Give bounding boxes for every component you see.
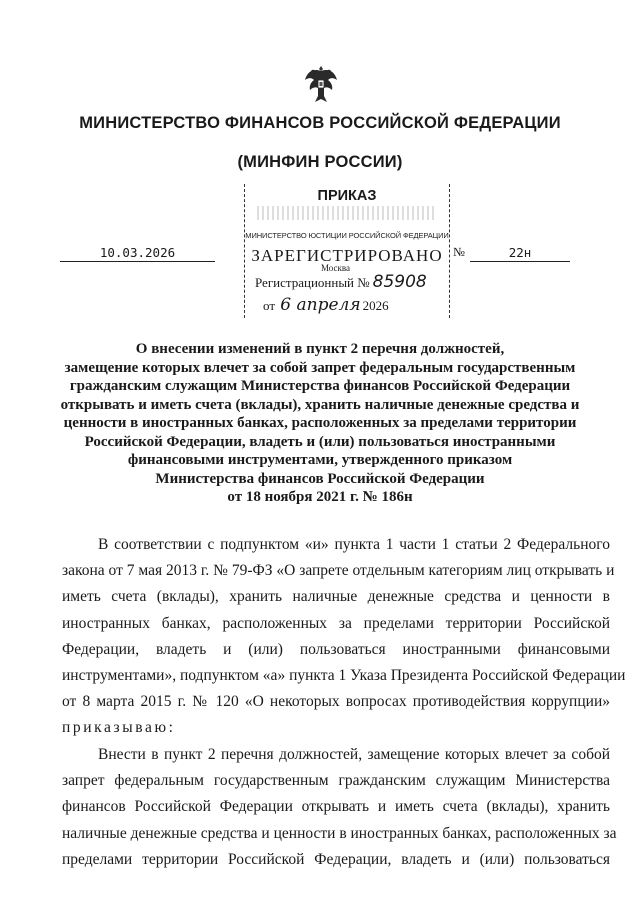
body-line: запрет федеральным государственным гражданским служащим Министерства — [62, 772, 610, 790]
registration-stamp — [244, 184, 450, 318]
title-line: О внесении изменений в пункт 2 перечня должностей, — [135, 341, 505, 357]
doc-type-label: ПРИКАЗ — [317, 188, 377, 204]
order-word: приказываю: — [62, 719, 176, 737]
body-line: иметь счета (вклады), хранить наличные денежные средства и ценности в — [62, 588, 610, 606]
title-line: открывать и иметь счета (вклады), хранить наличные денежные средства и — [60, 396, 580, 413]
title-line: Министерства финансов Российской Федерации — [155, 470, 485, 487]
body-line: инструментами», подпунктом «а» пункта 1 Указа Президента Российской Федерации — [62, 666, 626, 684]
preamble-paragraph — [62, 532, 626, 742]
from-label: от — [263, 298, 276, 313]
body-line: закона от 7 мая 2013 г. № 79-ФЗ «О запрете отдельным категориям лиц открывать и — [62, 562, 615, 580]
body-line: Внести в пункт 2 перечня должностей, замещение которых влечет за собой — [98, 746, 610, 763]
registered-label: ЗАРЕГИСТРИРОВАНО — [251, 246, 443, 265]
reg-date-value: 6 апреля — [280, 295, 361, 315]
reg-number-value: 85908 — [372, 272, 427, 292]
order-date: 10.03.2026 — [60, 245, 215, 262]
stamp-smudge — [257, 206, 437, 220]
body-line: В соответствии с подпунктом «и» пункта 1 части 1 статьи 2 Федерального — [98, 536, 610, 553]
body-line: Федерации, владеть и (или) пользоваться иностранными финансовыми — [62, 640, 610, 658]
title-line: замещение которых влечет за собой запрет федеральным государственным — [64, 359, 576, 376]
ministry-short-name: (МИНФИН РОССИИ) — [237, 153, 403, 171]
body-line: иностранных банках, расположенных за пределами территории Российской — [62, 614, 610, 632]
order-title — [48, 340, 592, 507]
registration-date-line — [263, 295, 389, 315]
title-line: Российской Федерации, владеть и (или) пользоваться иностранными — [84, 433, 556, 450]
reg-number-label: Регистрационный № — [255, 275, 370, 290]
title-line: от 18 ноября 2021 г. № 186н — [227, 489, 413, 505]
title-line: финансовыми инструментами, утвержденного приказом — [127, 452, 513, 468]
city-label: Москва — [321, 263, 350, 273]
registration-number-line — [255, 263, 427, 292]
body-line: наличные денежные средства и ценности в иностранных банках, расположенных за — [62, 824, 617, 842]
body-line: финансов Российской Федерации открывать и иметь счета (вклады), хранить — [62, 798, 610, 816]
number-sign: № — [453, 245, 465, 259]
double-headed-eagle-icon — [303, 62, 339, 106]
title-line: ценности в иностранных банках, расположенных за пределами территории — [63, 415, 577, 431]
order-number: 22н — [470, 245, 570, 262]
body-line: от 8 марта 2015 г. № 120 «О некоторых вопросах противодействия коррупции» — [62, 693, 610, 711]
ministry-justice-label: МИНИСТЕРСТВО ЮСТИЦИИ РОССИЙСКОЙ ФЕДЕРАЦИИ — [245, 231, 449, 240]
directive-paragraph — [62, 742, 617, 873]
reg-year-value: 2026 — [362, 298, 389, 313]
ministry-name: МИНИСТЕРСТВО ФИНАНСОВ РОССИЙСКОЙ ФЕДЕРАЦИИ — [79, 114, 561, 132]
body-line: пределами территории Российской Федерации, владеть и (или) пользоваться — [62, 850, 610, 868]
title-line: гражданским служащим Министерства финансов Российской Федерации — [69, 378, 571, 394]
